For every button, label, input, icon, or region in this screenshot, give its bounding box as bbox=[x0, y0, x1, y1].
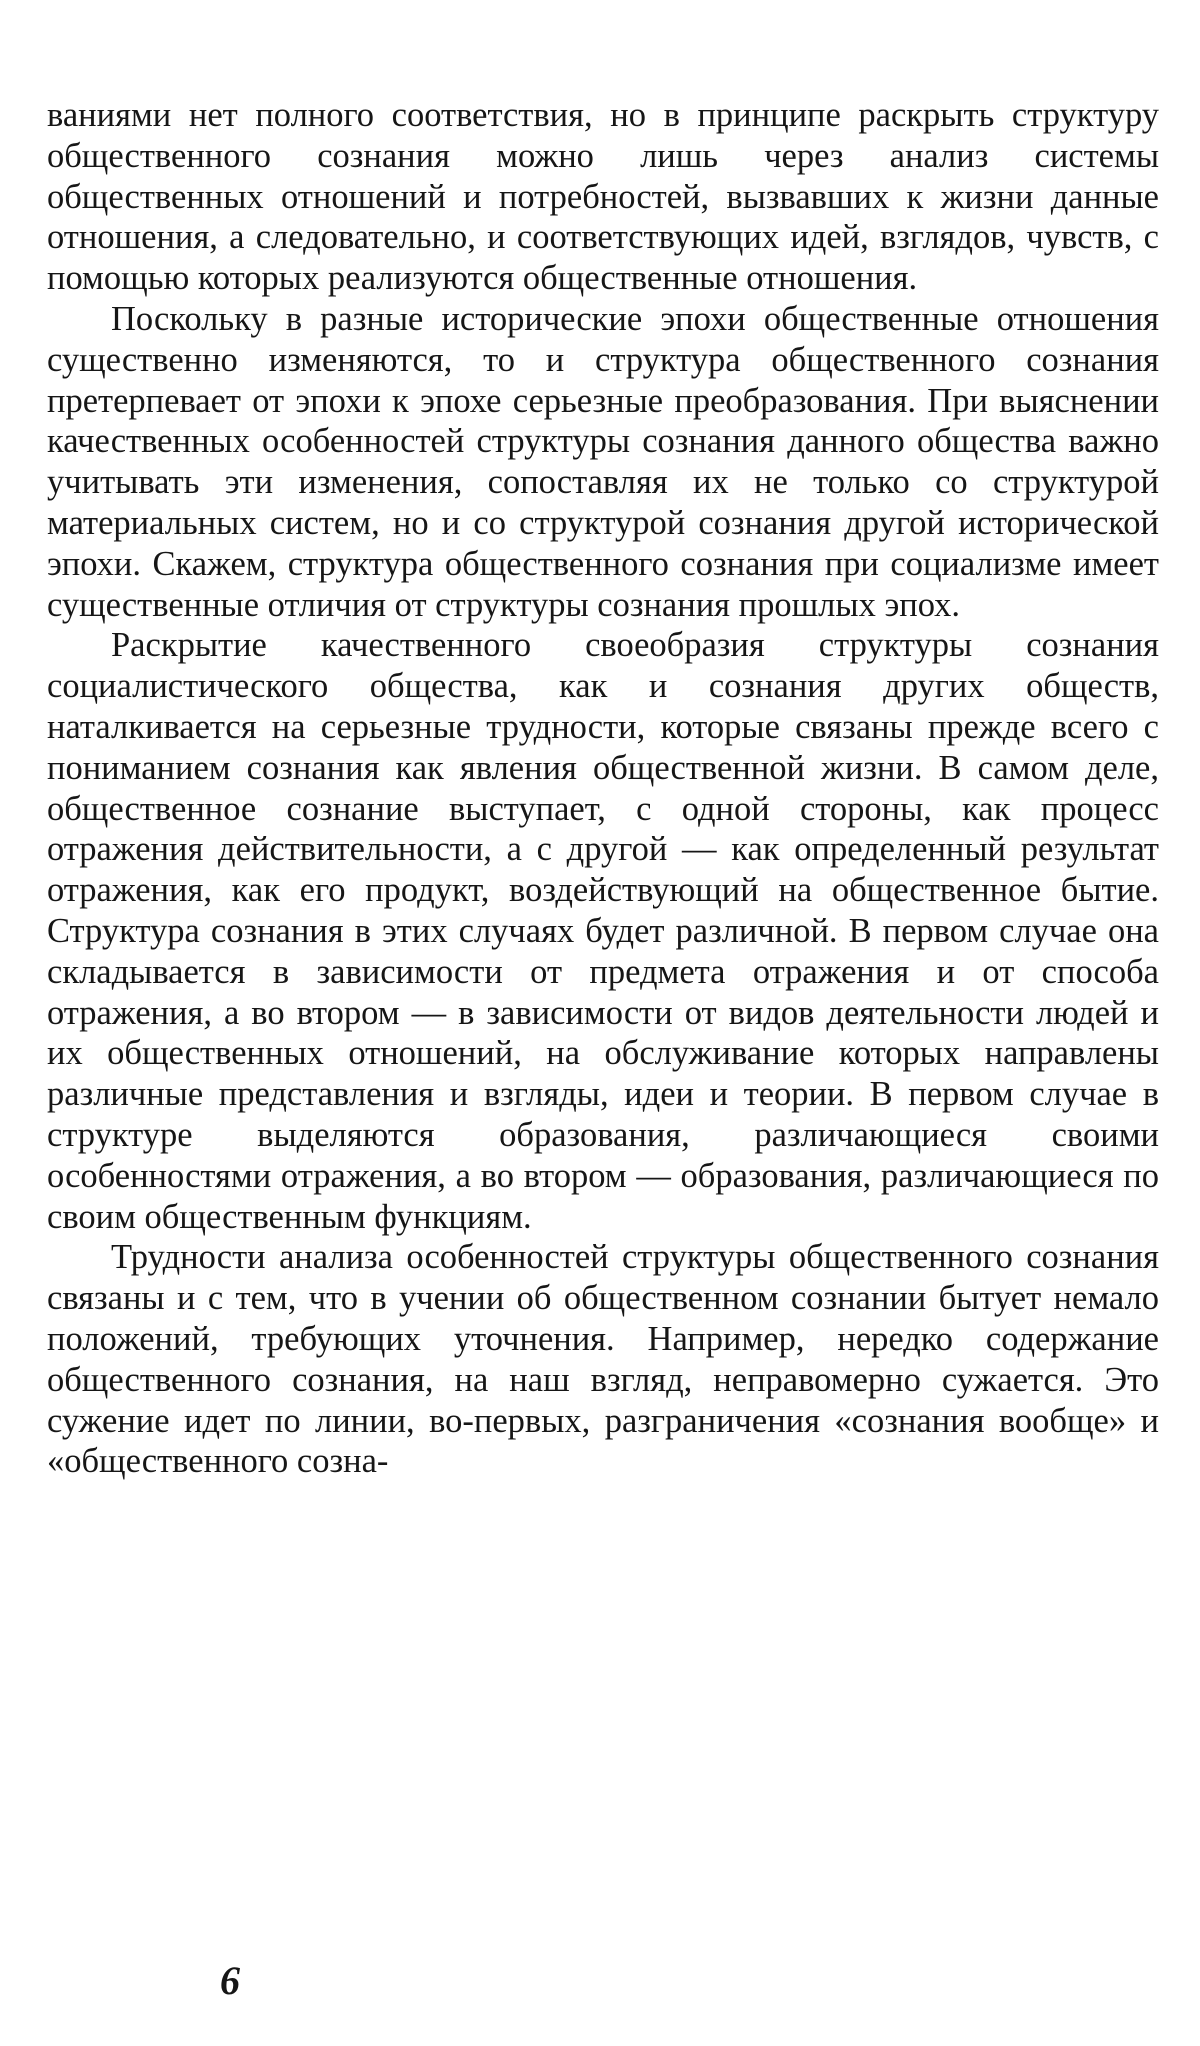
paragraph: Трудности анализа особенностей структуры общественного сознания связаны и с тем, что в учении об общественном сознании бытует немало положений, требующих уточнения. Например, нередко содержание общественного сознания, на наш взгляд, неправомерно сужается. Это сужение идет по линии, во-первых, разграничения «сознания вообще» и «общественного созна- bbox=[47, 1238, 1159, 1481]
paragraph-continuation: ваниями нет полного соответствия, но в принципе раскрыть структуру общественного сознания можно лишь через анализ системы общественных отношений и потребностей, вызвавших к жизни данные отношения, а следовательно, и соответствующих идей, взглядов, чувств, с помощью которых реализуются общественные отношения. bbox=[47, 96, 1159, 298]
page-body bbox=[47, 95, 1159, 1482]
paragraph: Поскольку в разные исторические эпохи общественные отношения существенно изменяются, то и структура общественного сознания претерпевает от эпохи к эпохе серьезные преобразования. При выяснении качественных особенностей структуры сознания данного общества важно учитывать эти изменения, сопоставляя их не только со структурой материальных систем, но и со структурой сознания другой исторической эпохи. Скажем, структура общественного сознания при социализме имеет существенные отличия от структуры сознания прошлых эпох. bbox=[47, 299, 1159, 624]
page-number: 6 bbox=[220, 1958, 240, 2003]
paragraph: Раскрытие качественного своеобразия структуры сознания социалистического общества, как и сознания других обществ, наталкивается на серьезные трудности, которые связаны прежде всего с пониманием сознания как явления общественной жизни. В самом деле, общественное сознание выступает, с одной стороны, как процесс отражения действительности, а с другой — как определенный результат отражения, как его продукт, воздействующий на общественное бытие. Структура сознания в этих случаях будет различной. В первом случае она складывается в зависимости от предмета отражения и от способа отражения, а во втором — в зависимости от видов деятельности людей и их общественных отношений, на обслуживание которых направлены различные представления и взгляды, идеи и теории. В первом случае в структуре выделяются образования, различающиеся своими особенностями отражения, а во втором — образования, различающиеся по своим общественным функциям. bbox=[47, 626, 1159, 1236]
